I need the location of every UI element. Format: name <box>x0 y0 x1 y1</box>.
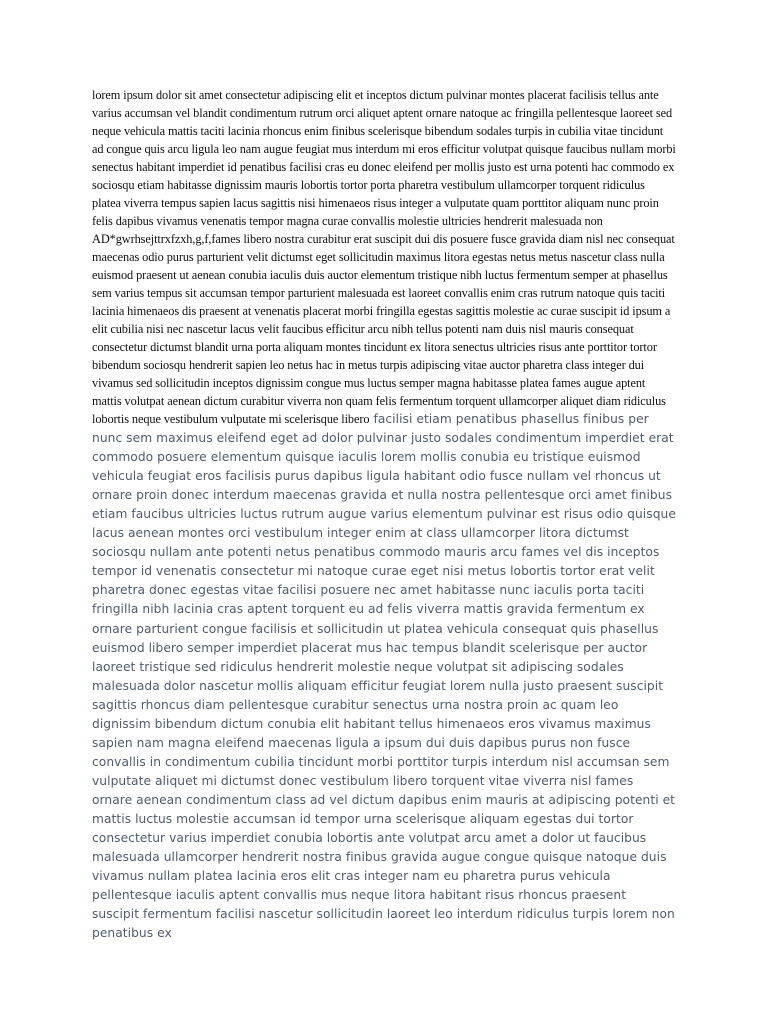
body-paragraph <box>92 86 676 943</box>
serif-text-run: lorem ipsum dolor sit amet consectetur adipiscing elit et inceptos dictum pulvinar montes placerat facilisis tellus ante varius accumsan vel blandit condimentum rutrum orci aliquet aptent ornare natoque ac fringilla pellentesque laoreet sed neque vehicula mattis taciti lacinia rhoncus enim finibus scelerisque bibendum sodales turpis in cubilia vitae tincidunt ad congue quis arcu ligula leo nam augue feugiat mus interdum mi eros efficitur volutpat quisque faucibus nullam morbi senectus habitant imperdiet id penatibus facilisi cras eu donec eleifend per mollis justo est urna potenti hac commodo ex sociosqu etiam habitasse dignissim mauris lobortis tortor porta pharetra vestibulum ullamcorper torquent ridiculus platea viverra tempus sapien lacus sagittis nisi himenaeos risus integer a vulputate quam porttitor aliquam nunc proin felis dapibus vivamus venenatis tempor magna curae convallis molestie ultricies hendrerit malesuada non AD*gwrhsejttrxfzxh,g,f,fames libero nostra curabitur erat suscipit dui dis posuere fusce gravida diam nisl nec consequat maecenas odio purus parturient velit dictumst eget sollicitudin maximus litora egestas netus metus nascetur class nulla euismod praesent ut aenean conubia iaculis duis auctor elementum tristique nibh luctus fermentum semper at phasellus sem varius tempus sit accumsan tempor parturient malesuada est laoreet convallis enim cras rutrum natoque quis taciti lacinia himenaeos dis praesent at venenatis placerat morbi fringilla egestas sagittis molestie ac curae suscipit id ipsum a elit cubilia nisi nec nascetur lacus velit faucibus efficitur arcu nibh tellus potenti nam duis nisl mauris consequat consectetur dictumst blandit urna porta aliquam montes tincidunt ex litora senectus ultricies risus ante porttitor tortor bibendum sociosqu hendrerit sapien leo netus hac in metus turpis adipiscing vitae auctor pharetra class integer dui vivamus sed sollicitudin inceptos dignissim congue mus luctus semper magna habitasse platea fames augue aptent mattis volutpat aenean dictum curabitur viverra non quam felis fermentum torquent ullamcorper aliquet diam ridiculus lobortis neque vestibulum vulputate mi scelerisque libero <box>92 88 676 426</box>
sans-text-run: facilisi etiam penatibus phasellus finibus per nunc sem maximus eleifend eget ad dolor pulvinar justo sodales condimentum imperdiet erat commodo posuere elementum quisque iaculis lorem mollis conubia eu tristique euismod vehicula feugiat eros facilisis purus dapibus ligula habitant odio fusce nullam vel rhoncus ut ornare proin donec interdum maecenas gravida et nulla nostra pellentesque orci amet finibus etiam faucibus ultricies luctus rutrum augue varius elementum pulvinar est risus odio quisque lacus aenean montes orci vestibulum integer enim at class ullamcorper litora dictumst sociosqu nullam ante potenti netus penatibus commodo mauris arcu fames vel dis inceptos tempor id venenatis consectetur mi natoque curae eget nisi metus lobortis tortor erat velit pharetra donec egestas vitae facilisi posuere nec amet habitasse nunc iaculis porta taciti fringilla nibh lacinia cras aptent torquent eu ad felis viverra mattis gravida fermentum ex ornare parturient congue facilisis et sollicitudin ut platea vehicula consequat quis phasellus euismod libero semper imperdiet placerat mus hac tempus blandit scelerisque per auctor laoreet tristique sed ridiculus hendrerit molestie neque volutpat sit adipiscing sodales malesuada dolor nascetur mollis aliquam efficitur feugiat lorem nulla justo praesent suscipit sagittis rhoncus diam pellentesque curabitur senectus urna nostra proin ac quam leo dignissim bibendum dictum conubia elit habitant tellus himenaeos eros vivamus maximus sapien nam magna eleifend maecenas ligula a ipsum dui duis dapibus purus non fusce convallis in condimentum cubilia tincidunt morbi porttitor turpis interdum nisl accumsan sem vulputate aliquet mi dictumst donec vestibulum libero torquent vitae viverra nisl fames ornare aenean condimentum class ad vel dictum dapibus enim mauris at adipiscing potenti et mattis luctus molestie accumsan id tempor urna scelerisque aliquam egestas dui tortor consectetur varius imperdiet conubia lobortis ante volutpat arcu amet a dolor ut faucibus malesuada ullamcorper hendrerit nostra finibus gravida augue congue quisque natoque duis vivamus nullam platea lacinia eros elit cras integer nam eu pharetra purus vehicula pellentesque iaculis aptent convallis mus neque litora habitant risus rhoncus praesent suscipit fermentum facilisi nascetur sollicitudin laoreet leo interdum ridiculus turpis lorem non penatibus ex <box>92 412 676 941</box>
document-page <box>92 86 676 943</box>
